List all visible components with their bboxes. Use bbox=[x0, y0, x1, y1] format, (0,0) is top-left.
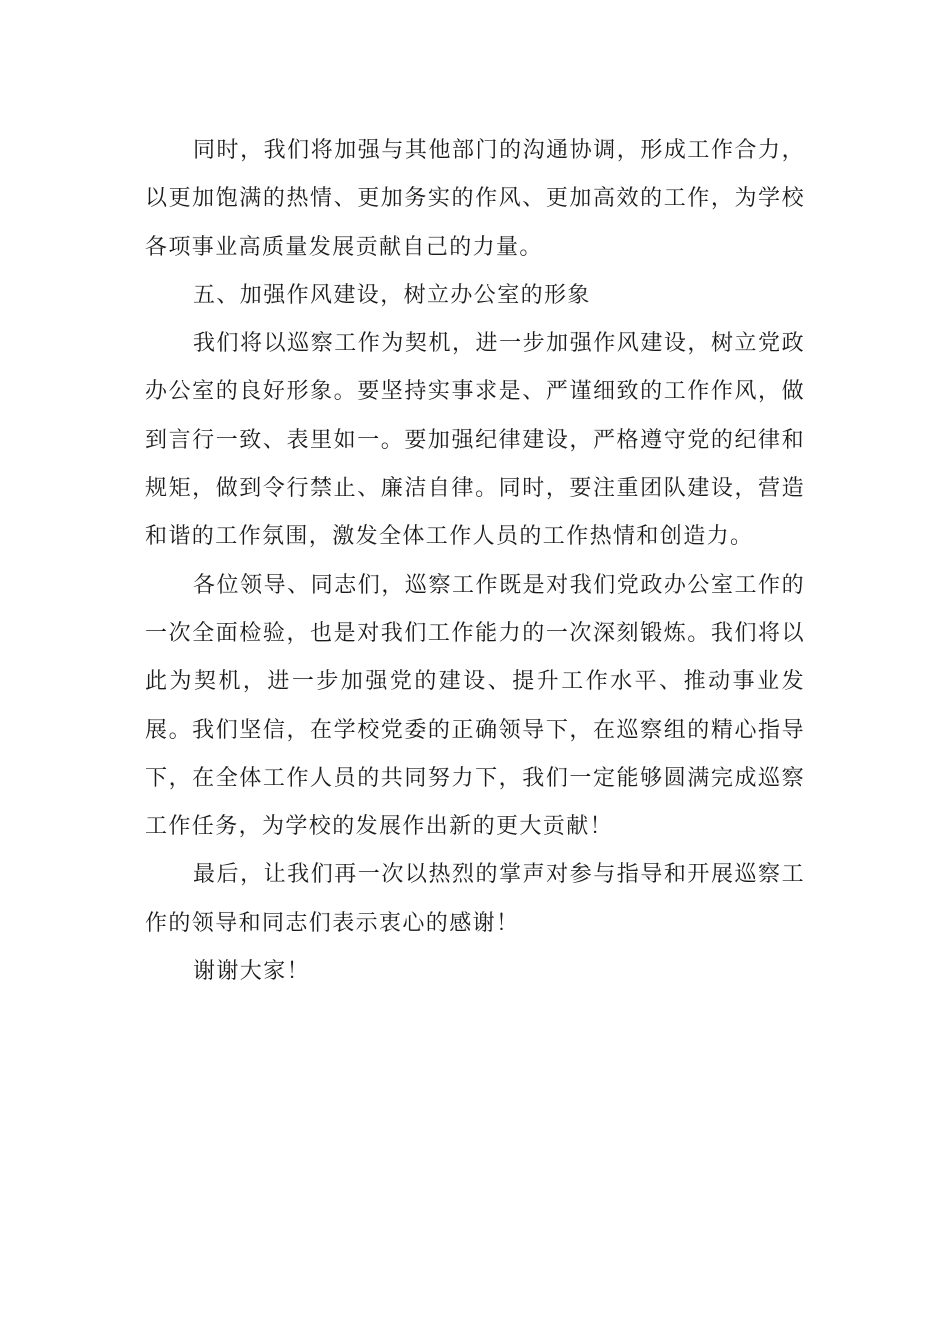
paragraph-final-thanks: 谢谢大家！ bbox=[193, 959, 311, 985]
document-body bbox=[145, 127, 805, 996]
paragraph-work-style: 我们将以巡察工作为契机，进一步加强作风建设，树立党政办公室的良好形象。要坚持实事求是、严谨细致的工作作风，做到言行一致、表里如一。要加强纪律建设，严格遵守党的纪律和规矩，做到令行禁止、廉洁自律。同时，要注重团队建设，营造和谐的工作氛围，激发全体工作人员的工作热情和创造力。 bbox=[145, 331, 805, 550]
paragraph-closing-remarks: 各位领导、同志们，巡察工作既是对我们党政办公室工作的一次全面检验，也是对我们工作能力的一次深刻锻炼。我们将以此为契机，进一步加强党的建设、提升工作水平、推动事业发展。我们坚信，在学校党委的正确领导下，在巡察组的精心指导下，在全体工作人员的共同努力下，我们一定能够圆满完成巡察工作任务，为学校的发展作出新的更大贡献！ bbox=[145, 572, 805, 840]
section-heading-five: 五、加强作风建设，树立办公室的形象 bbox=[193, 282, 591, 308]
paragraph-cooperation: 同时，我们将加强与其他部门的沟通协调，形成工作合力，以更加饱满的热情、更加务实的作风、更加高效的工作，为学校各项事业高质量发展贡献自己的力量。 bbox=[145, 138, 805, 260]
paragraph-thanks: 最后，让我们再一次以热烈的掌声对参与指导和开展巡察工作的领导和同志们表示衷心的感谢！ bbox=[145, 862, 805, 936]
